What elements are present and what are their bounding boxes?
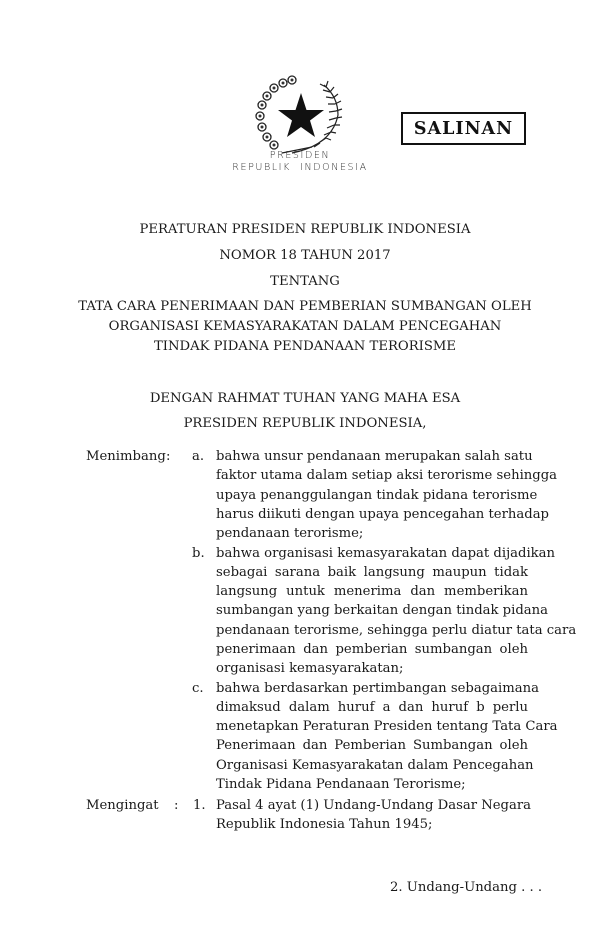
text-line: harus diikuti dengan upaya pencegahan terhadap [216,506,549,522]
menimbang-item-marker-a: a. [192,449,205,464]
regulation-title: PERATURAN PRESIDEN REPUBLIK INDONESIA [139,222,471,237]
text-line: menetapkan Peraturan Presiden tentang Tata Cara [216,719,558,735]
regulation-subject-line-2: ORGANISASI KEMASYARAKATAN DALAM PENCEGAHAN [108,319,502,334]
text-line: Pasal 4 ayat (1) Undang-Undang Dasar Negara [216,798,532,813]
page-continuation-marker: 2. Undang-Undang . . . [390,880,543,895]
text-line: dimaksud dalam huruf a dan huruf b perlu [216,699,528,715]
mengingat-colon: : [174,798,179,813]
text-line: sumbangan yang berkaitan dengan tindak pidana [216,603,549,619]
menimbang-colon: : [166,449,171,464]
salinan-stamp: SALINAN [401,112,526,145]
text-line: organisasi kemasyarakatan; [216,661,404,677]
regulation-subject-line-1: TATA CARA PENERIMAAN DAN PEMBERIAN SUMBANGAN OLEH [78,299,532,314]
menimbang-item-b [216,544,577,679]
text-line: Organisasi Kemasyarakatan dalam Pencegahan [216,757,534,773]
text-line: bahwa berdasarkan pertimbangan sebagaimana [216,680,539,696]
mengingat-item-1 [216,796,532,835]
letterhead-line-republic: REPUBLIK INDONESIA [232,162,368,173]
menimbang-item-marker-c: c. [192,680,204,696]
text-line: bahwa unsur pendanaan merupakan salah satu [216,449,533,464]
text-line: pendanaan terorisme; [216,526,364,542]
invocation: DENGAN RAHMAT TUHAN YANG MAHA ESA [149,391,461,406]
menimbang-label: Menimbang [86,449,166,464]
menimbang-item-c [216,679,558,795]
text-line: sebagai sarana baik langsung maupun tidak [216,564,528,580]
menimbang-item-a [216,447,558,543]
regulation-subject-line-3: TINDAK PIDANA PENDANAAN TERORISME [153,339,457,354]
text-line: penerimaan dan pemberian sumbangan oleh [216,641,528,657]
text-line: Tindak Pidana Pendanaan Terorisme; [216,777,466,793]
text-line: faktor utama dalam setiap aksi terorisme sehingga [216,468,558,484]
text-line: Penerimaan dan Pemberian Sumbangan oleh [216,738,528,754]
text-line: Republik Indonesia Tahun 1945; [216,817,433,833]
letterhead-line-president: PRESIDEN [269,150,331,161]
text-line: pendanaan terorisme, sehingga perlu diatur tata cara [216,622,577,638]
garuda-star-wreath-emblem-icon [252,75,350,155]
regulation-about: TENTANG [270,274,340,289]
text-line: bahwa organisasi kemasyarakatan dapat dijadikan [216,545,556,561]
authority: PRESIDEN REPUBLIK INDONESIA, [183,416,427,431]
regulation-number: NOMOR 18 TAHUN 2017 [219,248,391,263]
text-line: upaya penanggulangan tindak pidana terorisme [216,487,538,503]
mengingat-item-marker-1: 1. [193,798,206,813]
menimbang-item-marker-b: b. [192,545,205,561]
text-line: langsung untuk menerima dan memberikan [216,584,528,600]
mengingat-label: Mengingat [86,798,159,813]
